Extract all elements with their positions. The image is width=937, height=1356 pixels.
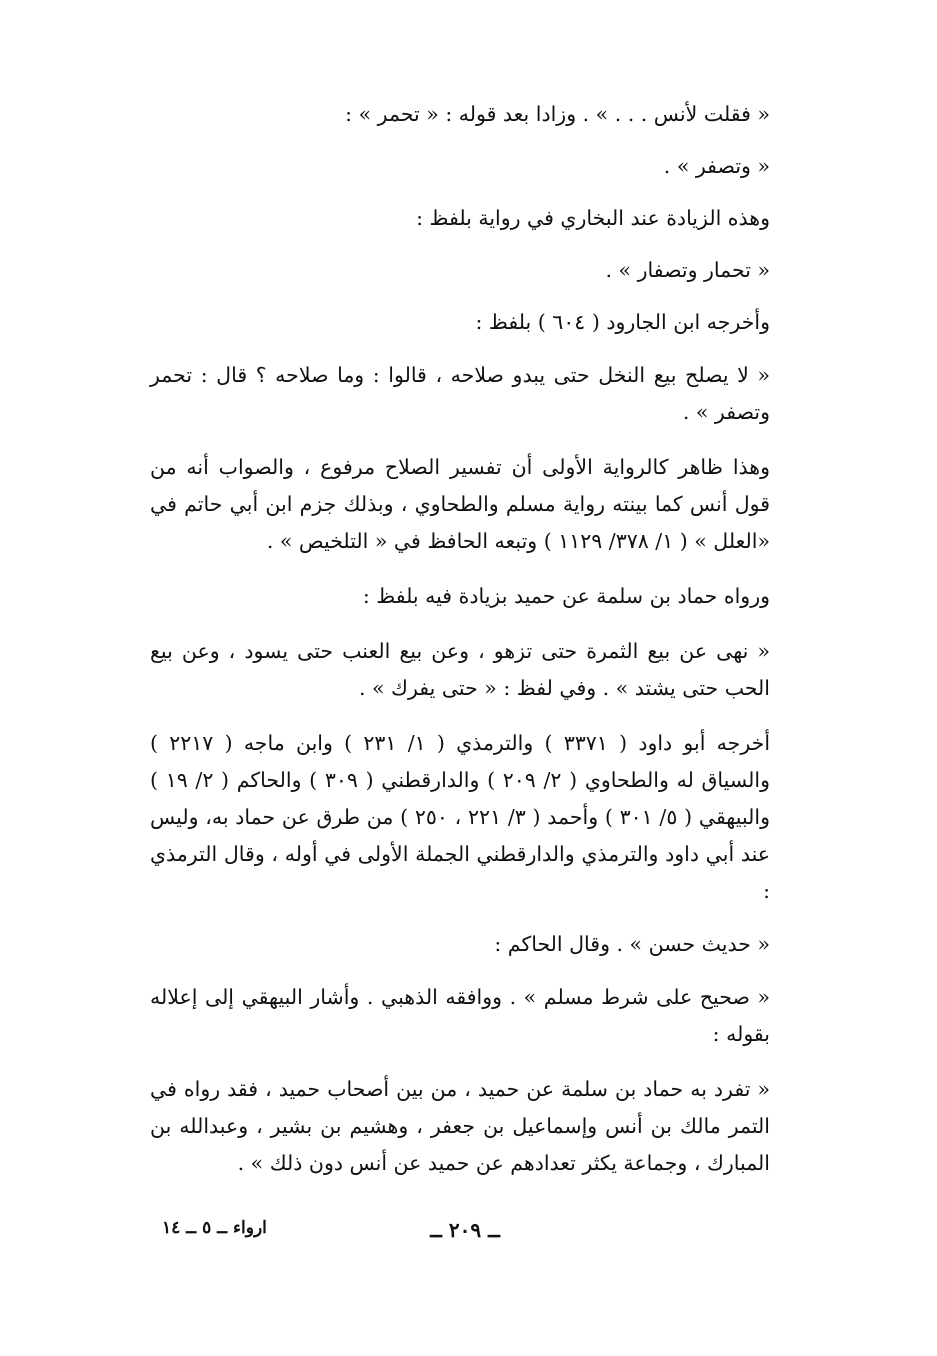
paragraph-9: « نهى عن بيع الثمرة حتى تزهو ، وعن بيع العنب حتى يسود ، وعن بيع الحب حتى يشتد » . وفي لفظ : « حتى يفرك » . (150, 639, 770, 700)
paragraph-8: ورواه حماد بن سلمة عن حميد بزيادة فيه بلفظ : (362, 584, 770, 608)
paragraph-3: وهذه الزيادة عند البخاري في رواية بلفظ : (416, 206, 770, 230)
paragraph-7: وهذا ظاهر كالرواية الأولى أن تفسير الصلاح مرفوع ، والصواب أنه من قول أنس كما بينته رواية مسلم والطحاوي ، وبذلك جزم ابن أبي حاتم في «العلل » ( ١/ ٣٧٨/ ١١٢٩ ) وتبعه الحافظ في « التلخيص » . (150, 455, 770, 553)
paragraph-6: « لا يصلح بيع النخل حتى يبدو صلاحه ، قالوا : وما صلاحه ؟ قال : تحمر وتصفر » . (150, 363, 770, 424)
paragraph-2: « وتصفر » . (663, 154, 770, 178)
paragraph-11: « حديث حسن » . وقال الحاكم : (494, 932, 770, 956)
paragraph-1: « فقلت لأنس . . . » . وزادا بعد قوله : « تحمر » : (345, 102, 770, 126)
page-body (150, 96, 780, 1182)
paragraph-12: « صحيح على شرط مسلم » . ووافقه الذهبي . وأشار البيهقي إلى إعلاله بقوله : (150, 985, 770, 1046)
page-number: ــ ٢٠٩ ــ (430, 1218, 500, 1242)
paragraph-13: « تفرد به حماد بن سلمة عن حميد ، من بين أصحاب حميد ، فقد رواه في التمر مالك بن أنس وإسماعيل بن جعفر ، وهشيم بن بشير ، وعبدالله بن المبارك ، وجماعة يكثر تعدادهم عن حميد عن أنس دون ذلك » . (150, 1077, 770, 1175)
paragraph-5: وأخرجه ابن الجارود ( ٦٠٤ ) بلفظ : (475, 310, 770, 334)
page-footer (150, 1218, 780, 1258)
printer-signature: ارواء ــ ٥ ــ ١٤ (162, 1218, 267, 1238)
paragraph-10: أخرجه أبو داود ( ٣٣٧١ ) والترمذي ( ١/ ٢٣١ ) وابن ماجه ( ٢٢١٧ ) والسياق له والطحاوي ( ٢/ ٢٠٩ ) والدارقطني ( ٣٠٩ ) والحاكم ( ٢/ ١٩ ) والبيهقي ( ٥/ ٣٠١ ) وأحمد ( ٣/ ٢٢١ ، ٢٥٠ ) من طرق عن حماد به، وليس عند أبي داود والترمذي والدارقطني الجملة الأولى في أوله ، وقال الترمذي : (150, 731, 771, 903)
paragraph-4: « تحمار وتصفار » . (605, 258, 770, 282)
